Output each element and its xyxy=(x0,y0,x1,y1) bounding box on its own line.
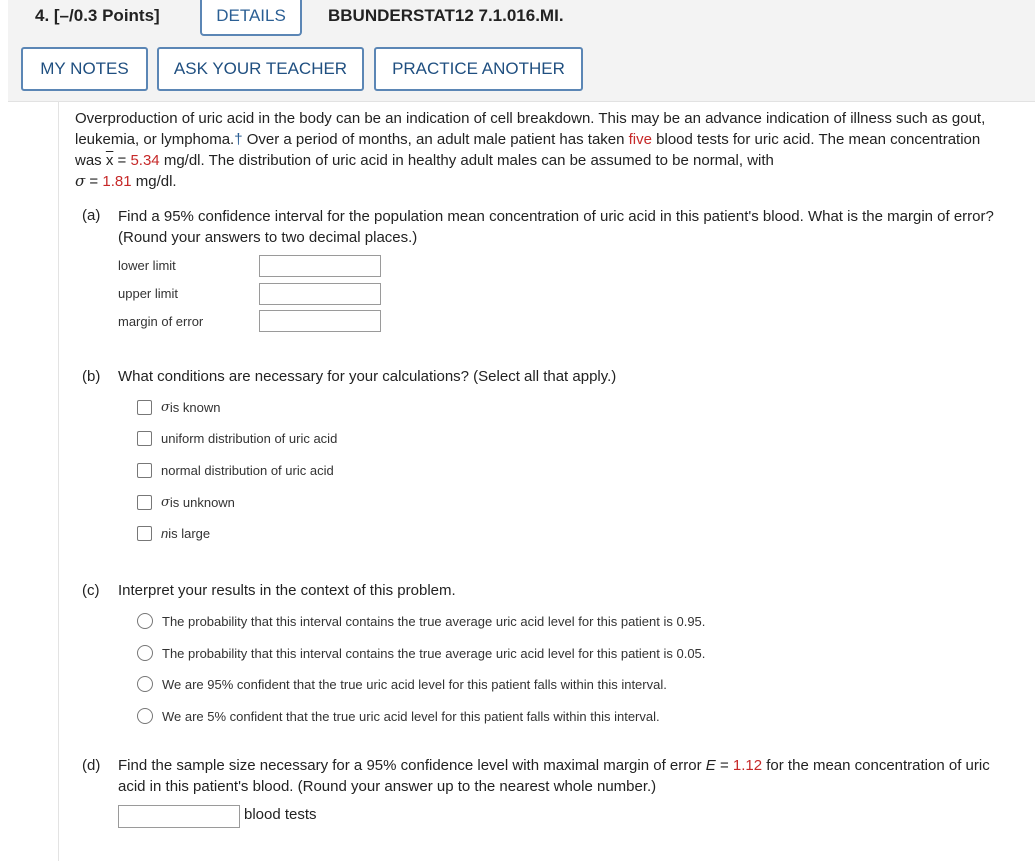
footnote-dagger-link[interactable]: † xyxy=(234,131,243,148)
sigma-symbol: σ xyxy=(75,172,86,190)
lower-limit-input[interactable] xyxy=(259,255,381,277)
interpretation-option[interactable]: We are 5% confident that the true uric acid level for this patient falls within this interval. xyxy=(137,706,660,726)
part-b-label: (b) xyxy=(82,368,101,385)
question-header xyxy=(8,0,1035,102)
part-c-label: (c) xyxy=(82,582,100,599)
part-d-question: Find the sample size necessary for a 95% confidence level with maximal margin of error E = 1.12 for the mean concentration of uric acid in this patient's blood. (Round your answer up to the nearest whole number.) xyxy=(118,757,990,795)
question-number: 4. [–/0.3 Points] xyxy=(35,6,160,25)
details-tab[interactable]: DETAILS xyxy=(200,0,302,36)
xbar-value: 5.34 xyxy=(130,152,160,169)
margin-of-error-input[interactable] xyxy=(259,310,381,332)
ask-teacher-button[interactable]: ASK YOUR TEACHER xyxy=(157,47,364,91)
content-divider xyxy=(58,101,59,861)
my-notes-button[interactable]: MY NOTES xyxy=(21,47,148,91)
part-d-label: (d) xyxy=(82,757,101,774)
upper-limit-input[interactable] xyxy=(259,283,381,305)
condition-normal[interactable]: normal distribution of uric acid xyxy=(137,460,334,480)
checkbox[interactable] xyxy=(137,431,152,446)
upper-limit-label: upper limit xyxy=(118,286,178,301)
margin-e-value: 1.12 xyxy=(732,757,763,774)
part-b-question: What conditions are necessary for your calculations? (Select all that apply.) xyxy=(118,368,617,385)
radio-button[interactable] xyxy=(137,645,153,661)
checkbox[interactable] xyxy=(137,495,152,510)
interpretation-option[interactable]: The probability that this interval contains the true average uric acid level for this patient is 0.95. xyxy=(137,611,705,631)
part-c-question: Interpret your results in the context of this problem. xyxy=(118,582,456,599)
part-a-question: Find a 95% confidence interval for the population mean concentration of uric acid in this patient's blood. What is the margin of error? (Round your answers to two decimal places.) xyxy=(118,208,994,246)
interpretation-option[interactable]: The probability that this interval contains the true average uric acid level for this patient is 0.05. xyxy=(137,643,705,663)
checkbox[interactable] xyxy=(137,526,152,541)
sigma-value: 1.81 xyxy=(102,173,132,190)
radio-button[interactable] xyxy=(137,613,153,629)
sample-count: five xyxy=(628,131,652,148)
condition-sigma-unknown[interactable]: σ is unknown xyxy=(137,492,235,512)
practice-another-button[interactable]: PRACTICE ANOTHER xyxy=(374,47,583,91)
condition-uniform[interactable]: uniform distribution of uric acid xyxy=(137,428,337,448)
condition-n-large[interactable]: n is large xyxy=(137,523,210,543)
question-code: BBUNDERSTAT12 7.1.016.MI. xyxy=(328,6,564,25)
margin-of-error-label: margin of error xyxy=(118,314,204,329)
part-a-label: (a) xyxy=(82,207,101,224)
checkbox[interactable] xyxy=(137,400,152,415)
sample-size-input[interactable] xyxy=(118,805,240,828)
interpretation-option[interactable]: We are 95% confident that the true uric acid level for this patient falls within this interval. xyxy=(137,674,667,694)
condition-sigma-known[interactable]: σ is known xyxy=(137,397,220,417)
problem-statement: Overproduction of uric acid in the body can be an indication of cell breakdown. This may be an advance indication of illness such as gout, leukemia, or lymphoma.† Over a period of months, an adult male patient has taken five blood tests for uric acid. The mean concentration was $\overline{x} = 5.34$ mg/dl. The distribution of uric acid in healthy adult males can be assumed to be normal, with σ = 1.81 mg/dl. xyxy=(75,110,986,190)
lower-limit-label: lower limit xyxy=(118,258,176,273)
checkbox[interactable] xyxy=(137,463,152,478)
sample-size-unit: blood tests xyxy=(244,806,317,823)
radio-button[interactable] xyxy=(137,708,153,724)
xbar-symbol: $\overline{x}$ xyxy=(105,152,114,169)
radio-button[interactable] xyxy=(137,676,153,692)
